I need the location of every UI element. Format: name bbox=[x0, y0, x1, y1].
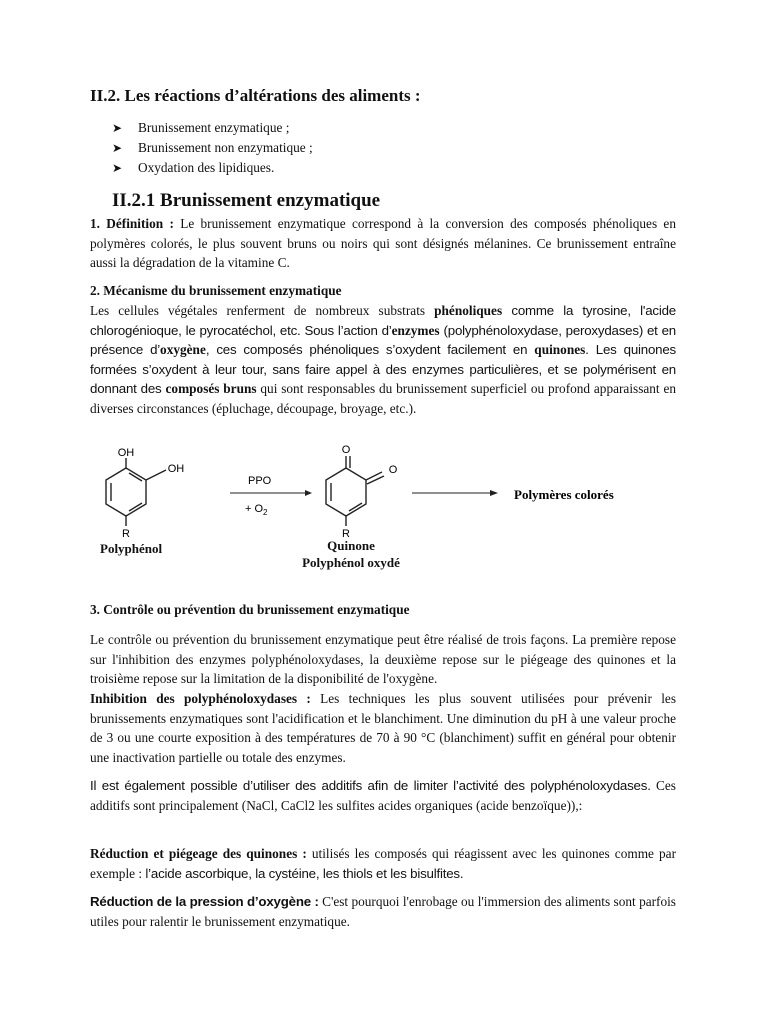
alteration-list bbox=[112, 118, 313, 178]
arrow-bullet-icon: ➤ bbox=[112, 121, 123, 135]
product-label: Polymères colorés bbox=[514, 487, 614, 502]
arrow-bullet-icon: ➤ bbox=[112, 141, 123, 155]
r-label: R bbox=[342, 528, 350, 540]
oxygen-label: + $O_2$ bbox=[245, 503, 268, 517]
enzyme-label: PPO bbox=[248, 475, 272, 487]
quinone-caption: Quinone bbox=[327, 538, 375, 553]
polyphenol-caption: Polyphénol bbox=[100, 541, 163, 556]
oxidized-polyphenol-caption: Polyphénol oxydé bbox=[302, 555, 400, 570]
definition-label: 1. Définition : bbox=[90, 216, 174, 231]
polyphenol-ring bbox=[106, 468, 146, 516]
mechanism-title: 2. Mécanisme du brunissement enzymatique bbox=[90, 283, 342, 298]
section-title: II.2. Les réactions d’altérations des aliments : bbox=[90, 86, 421, 105]
quinone-reduction-paragraph: Réduction et piégeage des quinones : utilisés les composés qui réagissent avec les quinones comme par exemple : l’acide ascorbique, la cystéine, les thiols et les bisulfites. bbox=[90, 846, 677, 881]
r-label: R bbox=[122, 528, 130, 540]
mechanism-paragraph: Les cellules végétales renferment de nombreux substrats phénoliques comme la tyrosine, l'acide chlorogénioque, le pyrocatéchol, etc. Sous l’action d’enzymes (polyphénoloxydase, peroxydases) et en présence d’oxygène, ces composés phénoliques s’oxydent facilement en quinones. Les quinones formées s’oxydent à leur tour, sans faire appel à des enzymes particulières, et se polymérisent en donnant des composés bruns qui sont responsables du brunissement superficiel ou profond apparaissant en diverses circonstances (épluchage, découpage, broyage, etc.). bbox=[90, 303, 677, 416]
oh-label: OH bbox=[167, 463, 185, 475]
arrow-head-icon bbox=[490, 490, 498, 496]
list-item: ➤ Brunissement non enzymatique ; bbox=[112, 138, 313, 158]
arrow-head-icon bbox=[305, 490, 312, 496]
definition-text: Le brunissement enzymatique correspond à la conversion des composés phénoliques en polymères colorés, le plus souvent bruns ou noirs qui sont désignés mélanines. Ce brunissement entraîne aussi la dégradation de la vitamine C. bbox=[90, 216, 676, 270]
quinone-ring bbox=[326, 468, 366, 516]
control-intro: Le contrôle ou prévention du brunissement enzymatique peut être réalisé de trois façons. La première repose sur l'inhibition des enzymes polyphénoloxydases, la deuxième repose sur le piégeage des quinones et la troisième repose sur la limitation de la disponibilité de l'oxygène. bbox=[90, 632, 676, 686]
additives-paragraph: Il est également possible d’utiliser des additifs afin de limiter l’activité des polyphénoloxydases. Ces additifs sont principalement (NaCl, CaCl2 les sulfites acides organiques (acide benzoïque)),: bbox=[90, 778, 676, 813]
list-item: ➤ Brunissement enzymatique ; bbox=[112, 118, 313, 138]
control-title: 3. Contrôle ou prévention du brunissement enzymatique bbox=[90, 602, 410, 617]
subsection-title: II.2.1 Brunissement enzymatique bbox=[112, 190, 381, 211]
inhibition-paragraph: Inhibition des polyphénoloxydases : Les techniques les plus souvent utilisées pour prévenir les brunissements enzymatiques sont l'acidification et le blanchiment. Une diminution du pH à une valeur proche de 3 ou une courte exposition à des températures de 70 à 90 °C (blanchiment) suffit en général pour obtenir une inactivation partielle ou totale des enzymes. bbox=[90, 691, 676, 765]
oxygen-pressure-paragraph: Réduction de la pression d’oxygène : C'est pourquoi l'enrobage ou l'immersion des aliments sont parfois utiles pour ralentir le brunissement enzymatique. bbox=[90, 894, 676, 929]
oxygen-atom-label: O bbox=[388, 464, 398, 476]
list-item: ➤ Oxydation des lipidiques. bbox=[112, 158, 313, 178]
oxygen-atom-label: O bbox=[341, 444, 351, 456]
arrow-bullet-icon: ➤ bbox=[112, 161, 123, 175]
oh-label: OH bbox=[117, 447, 135, 459]
definition-paragraph bbox=[90, 214, 676, 273]
